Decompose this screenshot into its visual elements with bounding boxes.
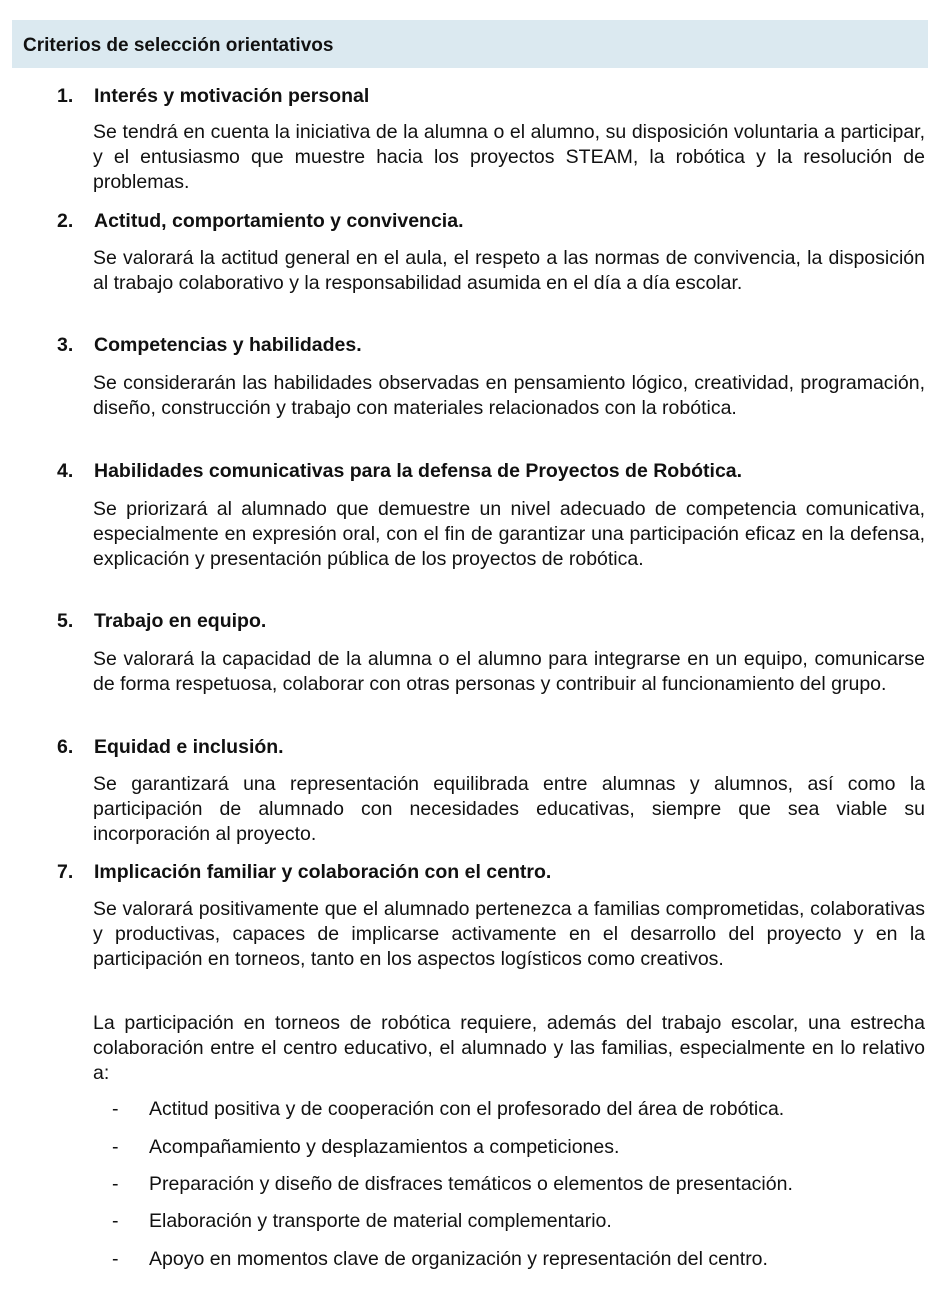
bullet-text: Apoyo en momentos clave de organización y representación del centro. [149,1248,768,1270]
criterion-title: Implicación familiar y colaboración con el centro. [94,861,552,883]
criterion-6-heading [57,735,937,759]
list-item [112,1097,932,1121]
criterion-7-paragraph-1: Se valorará positivamente que el alumnado pertenezca a familias comprometidas, colaborativas y productivas, capaces de implicarse activamente en el desarrollo del proyecto y en la participación en torneos, tanto en los aspectos logísticos como creativos. [93,898,925,970]
list-item [112,1247,932,1271]
criterion-number: 4. [57,460,74,482]
criterion-7-heading [57,860,937,884]
criterion-6-paragraph: Se garantizará una representación equilibrada entre alumnas y alumnos, así como la participación de alumnado con necesidades educativas, siempre que sea viable su incorporación al proyecto. [93,773,925,845]
criterion-number: 5. [57,610,74,632]
criterion-1-paragraph: Se tendrá en cuenta la iniciativa de la alumna o el alumno, su disposición voluntaria a participar, y el entusiasmo que muestre hacia los proyectos STEAM, la robótica y la resolución de problemas. [93,121,925,193]
section-title: Criterios de selección orientativos [23,35,334,56]
criterion-title: Habilidades comunicativas para la defensa de Proyectos de Robótica. [94,460,743,482]
bullet-marker: - [112,1173,119,1195]
criterion-2-paragraph: Se valorará la actitud general en el aula, el respeto a las normas de convivencia, la disposición al trabajo colaborativo y la responsabilidad asumida en el día a día escolar. [93,247,925,294]
criterion-number: 6. [57,736,74,758]
criterion-4-paragraph: Se priorizará al alumnado que demuestre un nivel adecuado de competencia comunicativa, especialmente en expresión oral, con el fin de garantizar una participación eficaz en la defensa, explicación y presentación pública de los proyectos de robótica. [93,498,925,570]
list-item [112,1135,932,1159]
criterion-5-paragraph: Se valorará la capacidad de la alumna o el alumno para integrarse en un equipo, comunicarse de forma respetuosa, colaborar con otras personas y contribuir al funcionamiento del grupo. [93,648,925,695]
bullet-text: Preparación y diseño de disfraces temáticos o elementos de presentación. [149,1173,793,1195]
criterion-title: Actitud, comportamiento y convivencia. [94,210,464,232]
criterion-title: Equidad e inclusión. [94,736,284,758]
criterion-title: Interés y motivación personal [94,85,370,107]
criterion-7-paragraph-2: La participación en torneos de robótica requiere, además del trabajo escolar, una estrecha colaboración entre el centro educativo, el alumnado y las familias, especialmente en lo relativo a: [93,1012,925,1084]
criterion-title: Competencias y habilidades. [94,334,362,356]
list-item [112,1172,932,1196]
criterion-1-heading [57,84,937,108]
bullet-marker: - [112,1098,119,1120]
bullet-text: Actitud positiva y de cooperación con el profesorado del área de robótica. [149,1098,785,1120]
criterion-title: Trabajo en equipo. [94,610,267,632]
criterion-4-heading [57,459,937,483]
bullet-marker: - [112,1248,119,1270]
section-header-band [12,20,928,68]
criterion-5-heading [57,609,937,633]
bullet-marker: - [112,1210,119,1232]
criterion-3-heading [57,333,937,357]
criterion-3-paragraph: Se considerarán las habilidades observadas en pensamiento lógico, creatividad, programación, diseño, construcción y trabajo con materiales relacionados con la robótica. [93,372,925,419]
criterion-2-heading [57,209,937,233]
bullet-marker: - [112,1136,119,1158]
criterion-number: 7. [57,861,74,883]
list-item [112,1209,932,1233]
bullet-text: Elaboración y transporte de material complementario. [149,1210,612,1232]
criterion-number: 3. [57,334,74,356]
criterion-number: 1. [57,85,74,107]
bullet-text: Acompañamiento y desplazamientos a competiciones. [149,1136,620,1158]
criterion-number: 2. [57,210,74,232]
